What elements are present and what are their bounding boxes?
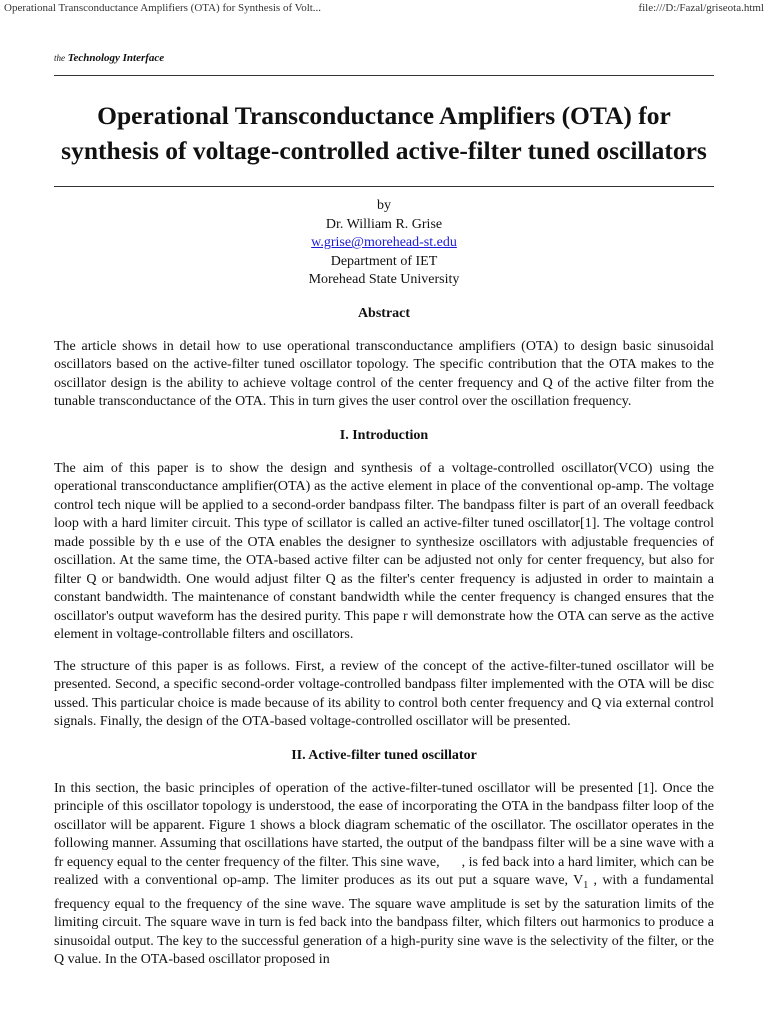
section2-text-c: , with a fundamental frequency equal to the frequency of the sine wave. The square wave amplitude is set by the saturation limits of the limiting circuit. The square wave in turn is fed back into the bandpass filter, which filters out harmonics to produce a sinusoidal output. The key to the successful generation of a high-purity sine wave is the selectivity of the filter, or the Q value. In the OTA-based oscillator proposed in	[54, 873, 715, 968]
section2-text-b: , is fed back into a hard limiter, which can be realized with a conventional op-amp. The limiter produces as its out put a square wave, V	[54, 854, 714, 889]
masthead	[54, 52, 714, 68]
print-header	[0, 0, 768, 18]
introduction-paragraph-1: The aim of this paper is to show the design and synthesis of a voltage-controlled oscillator(VCO) using the operational transconductance amplifier(OTA) as the active element in place of the conventional op-amp. The voltage control tech nique will be applied to a second-order bandpass filter. The bandpass filter is part of an overall feedback loop with a hard limiter circuit. This type of scillator is called an active-filter tuned oscillator[1]. The voltage control made possible by th e use of the OTA enables the designer to synthesize oscillators with adjustable frequencies of oscillation. At the same time, the OTA-based active filter can be adjusted not only for center frequency, but also for filter Q or bandwidth. One would adjust filter Q as the filter's center frequency is adjusted in order to maintain a constant bandwidth. The maintenance of constant bandwidth while the center frequency is changed ensures that the oscillator's output waveform has the desired purity. This pape r will demonstrate how the OTA can serve as the active element in voltage-controllable filters and oscillators.	[54, 460, 714, 643]
byline	[54, 197, 714, 290]
author-university: Morehead State University	[308, 272, 460, 288]
abstract-heading: Abstract	[357, 305, 411, 321]
author-name: Dr. William R. Grise	[325, 216, 443, 232]
masthead-prefix: the	[54, 53, 65, 63]
author-email-link[interactable]: w.grise@morehead-st.edu	[311, 235, 457, 251]
byline-by: by	[377, 198, 391, 213]
article-title: Operational Transconductance Amplifiers (OTA) for synthesis of voltage-controlled active-filter tuned oscillators	[61, 101, 707, 165]
masthead-name: Technology Interface	[67, 52, 165, 64]
author-department: Department of IET	[330, 253, 438, 269]
abstract-text: The article shows in detail how to use operational transconductance amplifiers (OTA) to design basic sinusoidal oscillators based on the active-filter tuned oscillator topology. The specific contribution that the OTA makes to the oscillator design is the ability to achieve voltage control of the center frequency and Q of the active filter from the tunable transconductance of the OTA. This in turn gives the user control over the oscillation frequency.	[54, 338, 714, 410]
introduction-paragraph-2: The structure of this paper is as follows. First, a review of the concept of the active-filter-tuned oscillator will be presented. Second, a specific second-order voltage-controlled bandpass filter implemented with the OTA will be disc ussed. This particular choice is made because of its ability to control both center frequency and Q via external control signals. Finally, the design of the OTA-based voltage-controlled oscillator will be presented.	[54, 658, 714, 730]
section2-paragraph-1	[54, 780, 714, 970]
introduction-heading: I. Introduction	[339, 427, 429, 443]
page-title: Operational Transconductance Amplifiers (OTA) for Synthesis of Volt...	[4, 2, 322, 14]
section2-text-a: In this section, the basic principles of operation of the active-filter-tuned oscillator will be presented [1]. Once the principle of this oscillator topology is understood, the ease of incorporating the OTA in the bandpass filter loop of the oscillator will be apparent. Figure 1 shows a block diagram schematic of the oscillator. The oscillator operates in the following manner. Assuming that oscillations have started, the output of the bandpass filter will be a sine wave with a fr equency equal to the center frequency of the filter. This sine wave,	[54, 780, 714, 870]
page-url: file:///D:/Fazal/griseota.html	[638, 2, 764, 14]
top-rule	[54, 75, 714, 76]
title-rule	[54, 186, 714, 187]
article	[54, 52, 714, 983]
section2-heading: II. Active-filter tuned oscillator	[291, 747, 477, 763]
v1-subscript: 1	[583, 880, 589, 892]
